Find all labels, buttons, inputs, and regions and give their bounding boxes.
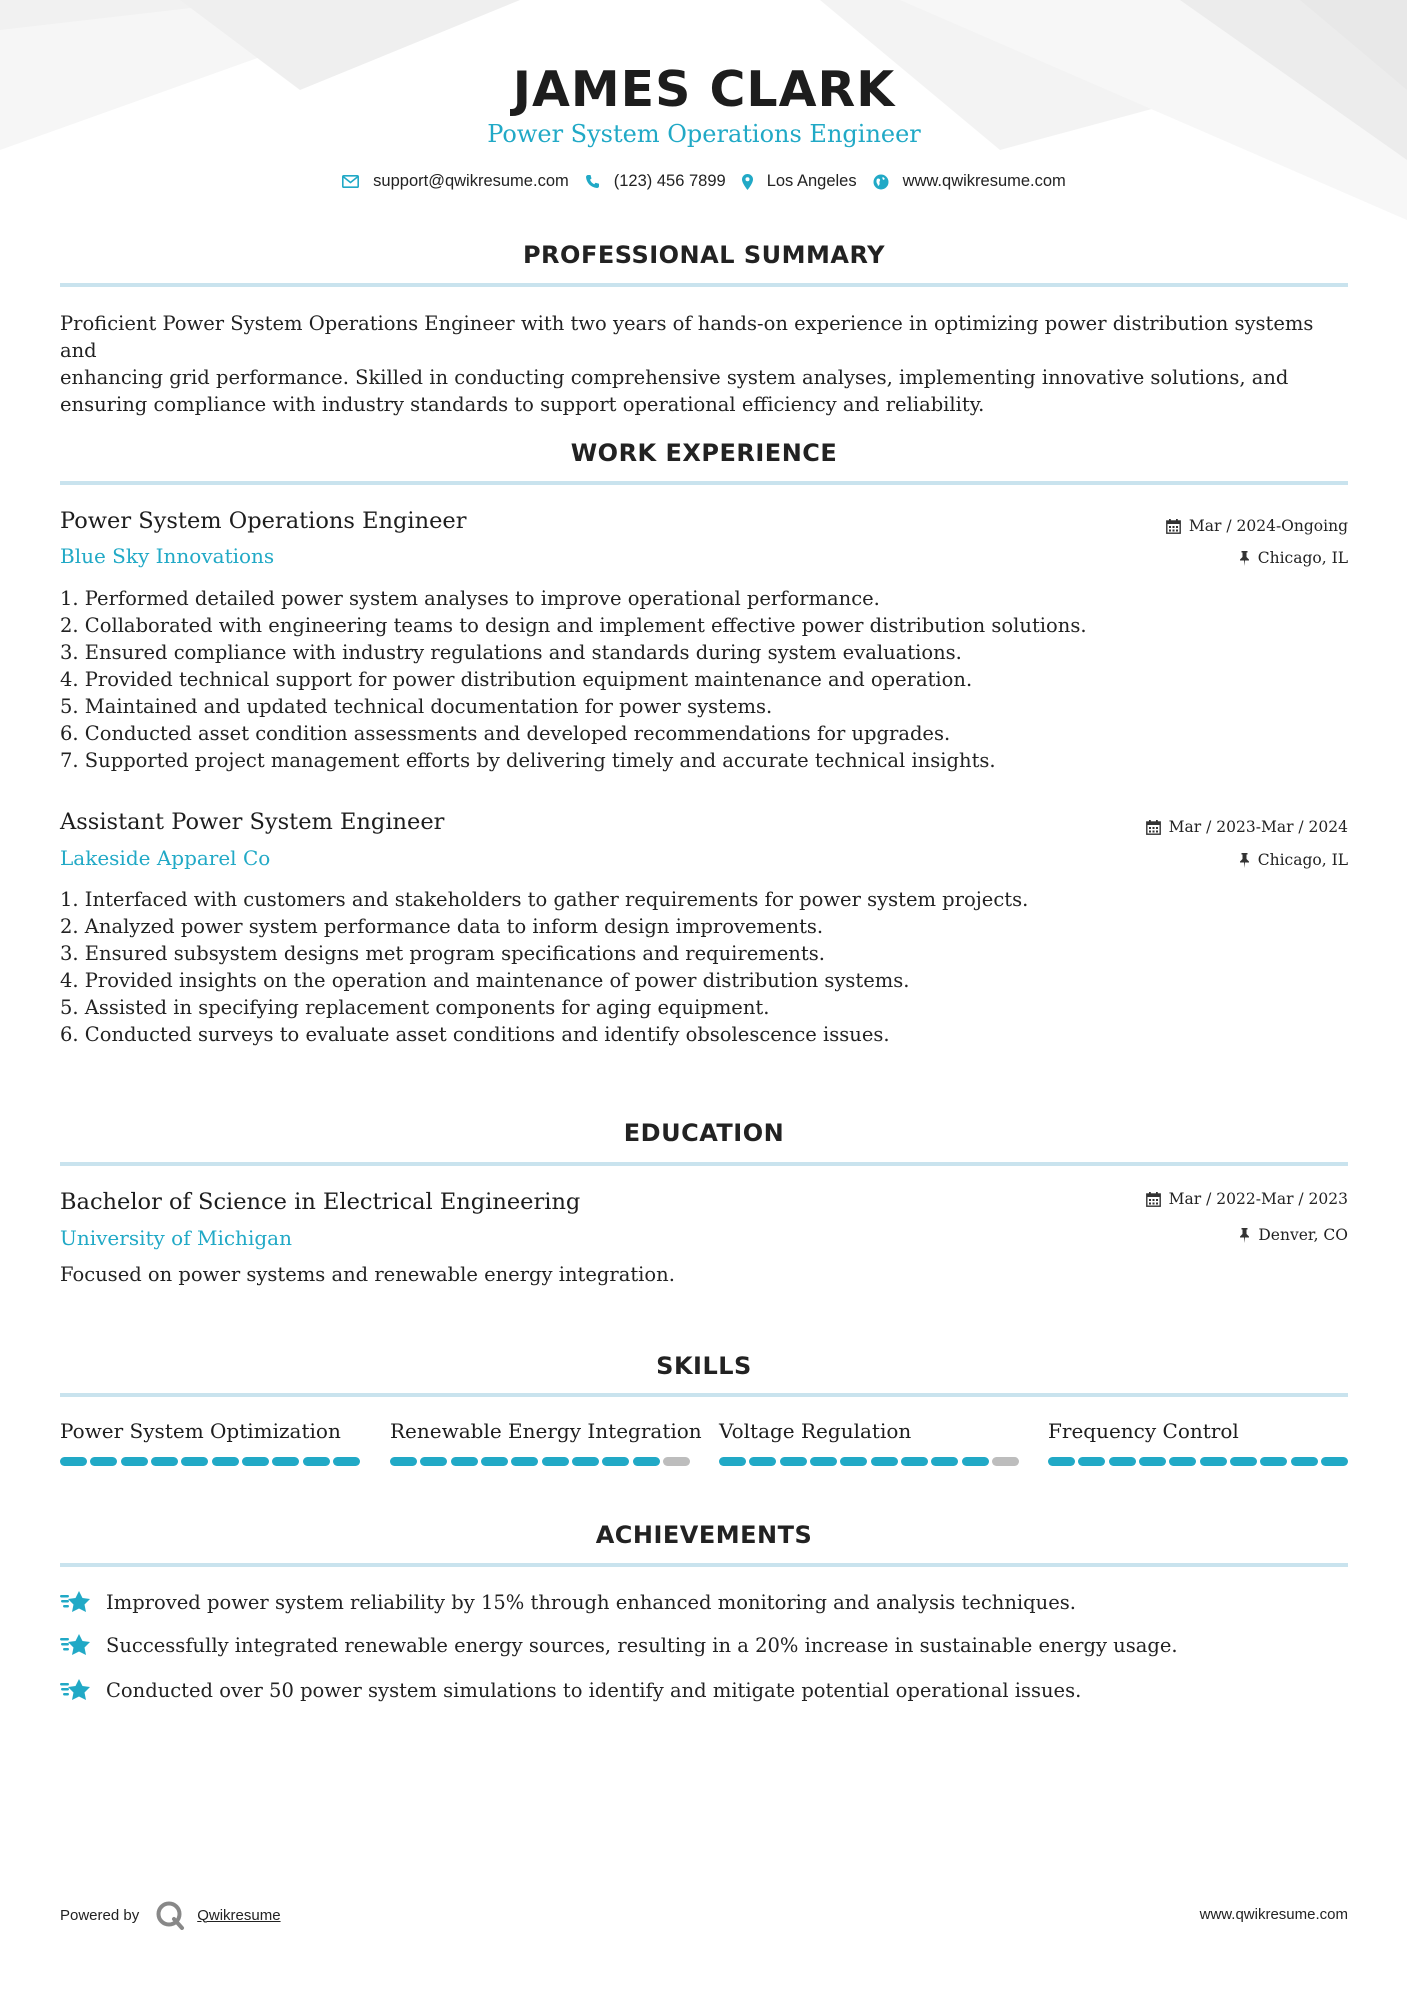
education-dates: [1146, 1188, 1348, 1210]
skill-segment-filled: [1169, 1457, 1196, 1466]
skill-level-bar: [390, 1457, 690, 1466]
list-item: 3. Ensured subsystem designs met program specifications and requirements.: [60, 942, 825, 965]
education-divider: [60, 1162, 1348, 1166]
skill-segment-filled: [451, 1457, 478, 1466]
skill-segment-empty: [663, 1457, 690, 1466]
phone-text: (123) 456 7899: [613, 172, 726, 190]
job-dates: [1166, 515, 1348, 537]
skill-segment-filled: [212, 1457, 239, 1466]
job-responsibilities: [60, 886, 1028, 1048]
website-text: www.qwikresume.com: [902, 172, 1066, 190]
candidate-name: JAMES CLARK: [512, 61, 896, 118]
phone-icon: [585, 174, 600, 189]
list-item: 4. Provided insights on the operation and maintenance of power distribution systems.: [60, 969, 910, 992]
list-item: 3. Ensured compliance with industry regulations and standards during system evaluations.: [60, 641, 962, 664]
skill-segment-filled: [90, 1457, 117, 1466]
skill-segment-filled: [1291, 1457, 1318, 1466]
summary-text: [60, 310, 1348, 418]
skill-segment-filled: [390, 1457, 417, 1466]
skill-segment-filled: [840, 1457, 867, 1466]
skill-segment-filled: [962, 1457, 989, 1466]
pushpin-icon: [1239, 853, 1250, 868]
summary-divider: [60, 283, 1348, 287]
skill-name: Renewable Energy Integration: [390, 1419, 702, 1443]
skill-item: [60, 1417, 360, 1445]
summary-line: ensuring compliance with industry standards to support operational efficiency and reliability.: [60, 393, 985, 416]
skill-item: [1048, 1417, 1348, 1445]
footer-website[interactable]: www.qwikresume.com: [1199, 1906, 1348, 1923]
skill-segment-filled: [1109, 1457, 1136, 1466]
skill-item: [390, 1417, 702, 1445]
achievements-divider: [60, 1563, 1348, 1567]
education-location: [1239, 1224, 1348, 1246]
skill-segment-filled: [602, 1457, 629, 1466]
degree-title: Bachelor of Science in Electrical Engineering: [60, 1189, 581, 1215]
skill-segment-filled: [181, 1457, 208, 1466]
globe-icon: [873, 174, 889, 190]
education-location-text: Denver, CO: [1258, 1226, 1348, 1244]
experience-divider: [60, 481, 1348, 485]
skill-segment-filled: [481, 1457, 508, 1466]
skill-segment-filled: [151, 1457, 178, 1466]
candidate-title: Power System Operations Engineer: [487, 120, 921, 148]
summary-line: Proficient Power System Operations Engineer with two years of hands-on experience in optimizing power distribution systems and: [60, 312, 1314, 362]
company-name: Lakeside Apparel Co: [60, 846, 271, 870]
skill-level-bar: [60, 1457, 360, 1466]
skill-segment-filled: [931, 1457, 958, 1466]
job-location-text: Chicago, IL: [1257, 549, 1348, 567]
skill-level-bar: [1048, 1457, 1348, 1466]
calendar-icon: [1146, 820, 1161, 835]
list-item: 5. Assisted in specifying replacement components for aging equipment.: [60, 996, 770, 1019]
list-item: 2. Collaborated with engineering teams to design and implement effective power distribution solutions.: [60, 614, 1087, 637]
achievement-item: [60, 1588, 1076, 1616]
education-dates-text: Mar / 2022-Mar / 2023: [1168, 1190, 1348, 1208]
qwikresume-link[interactable]: Qwikresume: [197, 1906, 281, 1924]
achievements-heading: ACHIEVEMENTS: [595, 1521, 813, 1549]
achievement-item: [60, 1631, 1178, 1659]
list-item: 2. Analyzed power system performance data to inform design improvements.: [60, 915, 824, 938]
star-icon: [60, 1588, 92, 1616]
calendar-icon: [1166, 519, 1181, 534]
achievement-text: Improved power system reliability by 15% through enhanced monitoring and analysis techniques.: [106, 1590, 1076, 1614]
skills-divider: [60, 1393, 1348, 1397]
powered-by-label: Powered by: [60, 1906, 140, 1924]
skill-segment-filled: [420, 1457, 447, 1466]
job-responsibilities: [60, 585, 1087, 774]
skill-segment-filled: [1260, 1457, 1287, 1466]
list-item: 6. Conducted surveys to evaluate asset conditions and identify obsolescence issues.: [60, 1023, 890, 1046]
skill-segment-filled: [572, 1457, 599, 1466]
email-text: support@qwikresume.com: [373, 172, 569, 190]
skill-segment-filled: [242, 1457, 269, 1466]
job-dates: [1146, 816, 1348, 838]
skill-segment-filled: [633, 1457, 660, 1466]
job-location-text: Chicago, IL: [1257, 851, 1348, 869]
skill-segment-filled: [749, 1457, 776, 1466]
job-title: Assistant Power System Engineer: [60, 809, 445, 835]
list-item: 1. Performed detailed power system analyses to improve operational performance.: [60, 587, 880, 610]
qwikresume-logo-icon: [155, 1900, 185, 1930]
footer-powered-by: [60, 1900, 281, 1930]
skill-segment-filled: [1200, 1457, 1227, 1466]
summary-heading: PROFESSIONAL SUMMARY: [522, 241, 886, 269]
skill-segment-filled: [542, 1457, 569, 1466]
contact-email[interactable]: [342, 172, 569, 191]
contact-location: [742, 172, 857, 191]
skill-segment-filled: [60, 1457, 87, 1466]
skills-heading: SKILLS: [656, 1352, 752, 1380]
achievement-text: Successfully integrated renewable energy sources, resulting in a 20% increase in sustainable energy usage.: [106, 1633, 1178, 1657]
star-icon: [60, 1676, 92, 1704]
job-dates-text: Mar / 2024-Ongoing: [1188, 517, 1348, 535]
skill-segment-filled: [871, 1457, 898, 1466]
pushpin-icon: [1239, 551, 1250, 566]
star-icon: [60, 1631, 92, 1659]
contact-bar: [60, 172, 1348, 191]
skill-segment-filled: [511, 1457, 538, 1466]
contact-phone[interactable]: [585, 172, 726, 191]
list-item: 5. Maintained and updated technical documentation for power systems.: [60, 695, 773, 718]
job-location: [1239, 849, 1348, 871]
achievement-item: [60, 1676, 1081, 1704]
skill-segment-filled: [810, 1457, 837, 1466]
school-name: University of Michigan: [60, 1226, 292, 1250]
skill-segment-filled: [780, 1457, 807, 1466]
skill-segment-filled: [1078, 1457, 1105, 1466]
education-description: Focused on power systems and renewable energy integration.: [60, 1263, 675, 1286]
job-location: [1239, 547, 1348, 569]
envelope-icon: [342, 175, 359, 188]
experience-heading: WORK EXPERIENCE: [570, 439, 838, 467]
list-item: 4. Provided technical support for power distribution equipment maintenance and operation.: [60, 668, 973, 691]
skill-segment-filled: [719, 1457, 746, 1466]
achievement-text: Conducted over 50 power system simulations to identify and mitigate potential operational issues.: [106, 1678, 1082, 1702]
skill-segment-filled: [1139, 1457, 1166, 1466]
job-dates-text: Mar / 2023-Mar / 2024: [1168, 818, 1348, 836]
skill-segment-filled: [1048, 1457, 1075, 1466]
skill-segment-filled: [901, 1457, 928, 1466]
skill-segment-filled: [303, 1457, 330, 1466]
skill-segment-filled: [333, 1457, 360, 1466]
pushpin-icon: [1239, 1228, 1250, 1243]
contact-website[interactable]: [873, 172, 1066, 191]
education-heading: EDUCATION: [623, 1119, 785, 1147]
skill-segment-filled: [272, 1457, 299, 1466]
skill-name: Power System Optimization: [60, 1419, 341, 1443]
skill-item: [719, 1417, 1019, 1445]
company-name: Blue Sky Innovations: [60, 544, 275, 568]
summary-line: enhancing grid performance. Skilled in conducting comprehensive system analyses, implementing innovative solutions, and: [60, 366, 1289, 389]
list-item: 1. Interfaced with customers and stakeholders to gather requirements for power system projects.: [60, 888, 1029, 911]
skill-name: Frequency Control: [1048, 1419, 1239, 1443]
skill-segment-filled: [1321, 1457, 1348, 1466]
skill-level-bar: [719, 1457, 1019, 1466]
skill-name: Voltage Regulation: [719, 1419, 912, 1443]
skill-segment-filled: [1230, 1457, 1257, 1466]
list-item: 6. Conducted asset condition assessments and developed recommendations for upgrades.: [60, 722, 951, 745]
location-text: Los Angeles: [766, 172, 857, 190]
list-item: 7. Supported project management efforts by delivering timely and accurate technical insights.: [60, 749, 996, 772]
skill-segment-filled: [121, 1457, 148, 1466]
map-pin-icon: [742, 174, 753, 190]
skill-segment-empty: [992, 1457, 1019, 1466]
calendar-icon: [1146, 1192, 1161, 1207]
job-title: Power System Operations Engineer: [60, 508, 467, 534]
